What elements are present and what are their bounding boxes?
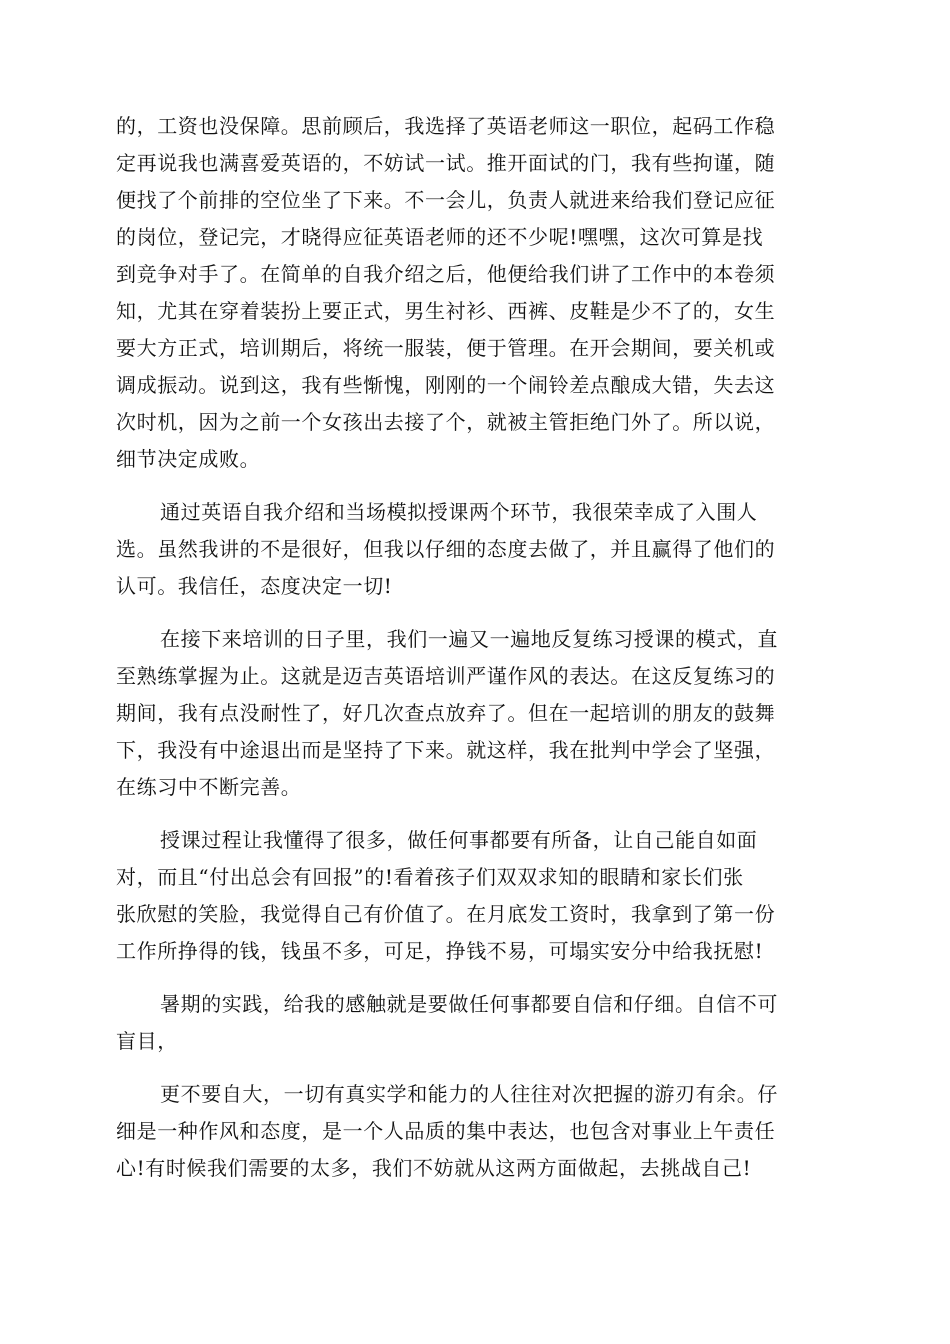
text-line: 次时机，因为之前一个女孩出去接了个，就被主管拒绝门外了。所以说，: [116, 410, 776, 434]
text-line: 暑期的实践，给我的感触就是要做任何事都要自信和仔细。自信不可: [160, 992, 778, 1016]
text-line: 的岗位，登记完，才晓得应征英语老师的还不少呢!嘿嘿，这次可算是找: [116, 225, 764, 249]
text-line: 调成振动。说到这，我有些惭愧，刚刚的一个闹铃差点酿成大错，失去这: [116, 373, 776, 397]
text-line: 要大方正式，培训期后，将统一服装，便于管理。在开会期间，要关机或: [116, 336, 776, 360]
text-line: 下，我没有中途退出而是坚持了下来。就这样，我在批判中学会了坚强，: [116, 738, 776, 762]
text-line: 更不要自大，一切有真实学和能力的人往往对次把握的游刃有余。仔: [160, 1082, 778, 1106]
text-line: 细节决定成败。: [116, 447, 261, 471]
text-line: 盲目，: [116, 1029, 178, 1053]
text-line: 工作所挣得的钱，钱虽不多，可足，挣钱不易，可塌实安分中给我抚慰!: [116, 939, 764, 963]
text-line: 至熟练掌握为止。这就是迈吉英语培训严谨作风的表达。在这反复练习的: [116, 664, 776, 688]
text-line: 定再说我也满喜爱英语的，不妨试一试。推开面试的门，我有些拘谨，随: [116, 151, 776, 175]
document-page: [116, 108, 834, 1203]
paragraph-6: [116, 1076, 834, 1187]
text-line: 张欣慰的笑脸，我觉得自己有价值了。在月底发工资时，我拿到了第一份: [116, 902, 776, 926]
text-line: 的，工资也没保障。思前顾后，我选择了英语老师这一职位，起码工作稳: [116, 114, 776, 138]
text-line: 到竞争对手了。在简单的自我介绍之后，他便给我们讲了工作中的本卷须: [116, 262, 776, 286]
text-line: 选。虽然我讲的不是很好，但我以仔细的态度去做了，并且赢得了他们的: [116, 537, 776, 561]
text-line: 通过英语自我介绍和当场模拟授课两个环节，我很荣幸成了入围人: [160, 500, 758, 524]
text-line: 细是一种作风和态度，是一个人品质的集中表达，也包含对事业上午责任: [116, 1119, 776, 1143]
paragraph-5: [116, 986, 834, 1060]
text-line: 在练习中不断完善。: [116, 775, 302, 799]
text-line: 心!有时候我们需要的太多，我们不妨就从这两方面做起，去挑战自己!: [116, 1156, 752, 1180]
paragraph-3: [116, 621, 834, 806]
text-line: 在接下来培训的日子里，我们一遍又一遍地反复练习授课的模式，直: [160, 627, 778, 651]
paragraph-2: [116, 494, 834, 605]
text-line: 认可。我信任，态度决定一切!: [116, 574, 393, 598]
text-line: 授课过程让我懂得了很多，做任何事都要有所备，让自己能自如面: [160, 828, 758, 852]
text-line: 便找了个前排的空位坐了下来。不一会儿，负责人就进来给我们登记应征: [116, 188, 776, 212]
text-line: 知，尤其在穿着装扮上要正式，男生衬衫、西裤、皮鞋是少不了的，女生: [116, 299, 776, 323]
paragraph-1: [116, 108, 834, 478]
paragraph-4: [116, 822, 834, 970]
text-line: 对，而且“付出总会有回报”的!看着孩子们双双求知的眼睛和家长们张: [116, 865, 744, 889]
text-line: 期间，我有点没耐性了，好几次查点放弃了。但在一起培训的朋友的鼓舞: [116, 701, 776, 725]
